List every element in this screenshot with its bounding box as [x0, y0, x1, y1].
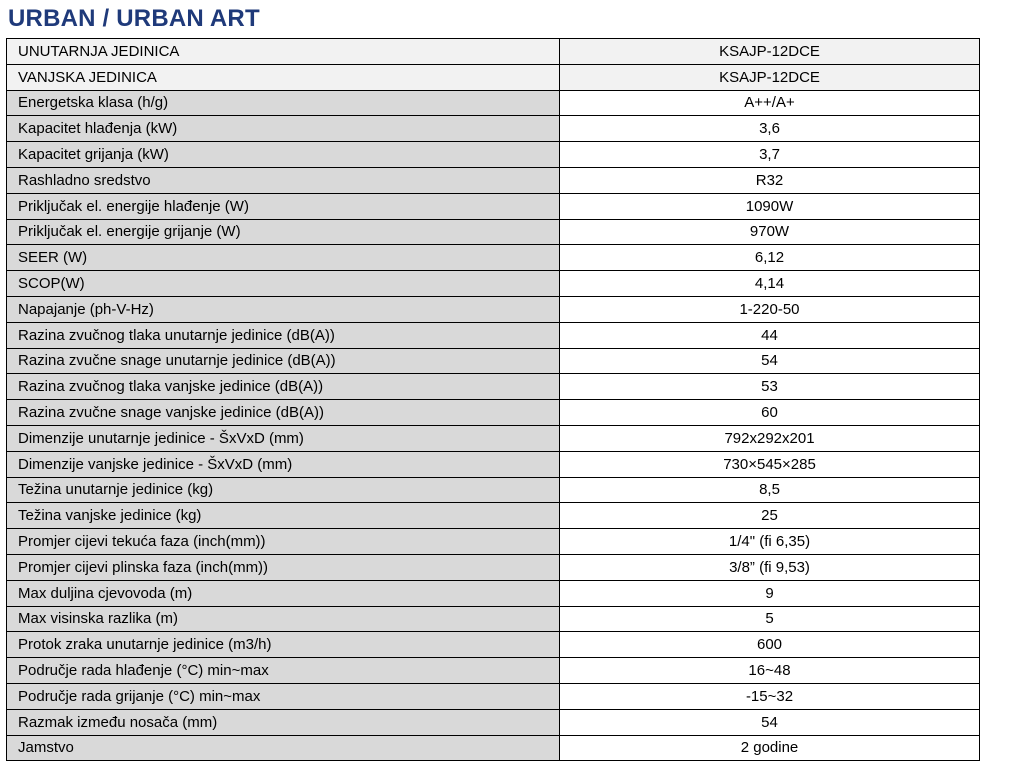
row-label: Max visinska razlika (m)	[7, 606, 560, 632]
table-row	[7, 580, 980, 606]
table-row	[7, 658, 980, 684]
row-value: 4,14	[560, 271, 980, 297]
row-label: Razina zvučnog tlaka unutarnje jedinice (dB(A))	[7, 322, 560, 348]
table-row-indoor-unit	[7, 39, 980, 65]
table-row	[7, 400, 980, 426]
page-title: URBAN / URBAN ART	[8, 5, 260, 32]
table-row	[7, 142, 980, 168]
specifications-table-body	[7, 39, 980, 761]
row-value: -15~32	[560, 683, 980, 709]
row-label: SCOP(W)	[7, 271, 560, 297]
table-row	[7, 193, 980, 219]
table-row	[7, 271, 980, 297]
row-value: 8,5	[560, 477, 980, 503]
row-value: 60	[560, 400, 980, 426]
row-value: 5	[560, 606, 980, 632]
row-value: 54	[560, 348, 980, 374]
table-row	[7, 374, 980, 400]
row-label: Kapacitet grijanja (kW)	[7, 142, 560, 168]
row-value: 9	[560, 580, 980, 606]
table-row	[7, 632, 980, 658]
row-value: 54	[560, 709, 980, 735]
table-row	[7, 683, 980, 709]
row-label: Priključak el. energije grijanje (W)	[7, 219, 560, 245]
table-row	[7, 425, 980, 451]
specifications-table	[6, 38, 980, 761]
row-value: 600	[560, 632, 980, 658]
table-row	[7, 451, 980, 477]
table-row	[7, 296, 980, 322]
row-value: A++/A+	[560, 90, 980, 116]
row-value: 25	[560, 503, 980, 529]
table-row	[7, 90, 980, 116]
row-label: Napajanje (ph-V-Hz)	[7, 296, 560, 322]
row-label: Razina zvučnog tlaka vanjske jedinice (dB(A))	[7, 374, 560, 400]
row-label: Područje rada grijanje (°C) min~max	[7, 683, 560, 709]
row-label: Dimenzije unutarnje jedinice - ŠxVxD (mm)	[7, 425, 560, 451]
table-row	[7, 709, 980, 735]
table-row	[7, 735, 980, 761]
table-row	[7, 529, 980, 555]
row-value: 1/4" (fi 6,35)	[560, 529, 980, 555]
row-value: 2 godine	[560, 735, 980, 761]
table-row	[7, 219, 980, 245]
table-row	[7, 245, 980, 271]
row-label: Dimenzije vanjske jedinice - ŠxVxD (mm)	[7, 451, 560, 477]
row-label: UNUTARNJA JEDINICA	[7, 39, 560, 65]
table-row-outdoor-unit	[7, 64, 980, 90]
row-label: Težina vanjske jedinice (kg)	[7, 503, 560, 529]
row-label: Razina zvučne snage unutarnje jedinice (dB(A))	[7, 348, 560, 374]
row-value: 3/8” (fi 9,53)	[560, 554, 980, 580]
table-row	[7, 322, 980, 348]
row-value: 1-220-50	[560, 296, 980, 322]
row-label: Rashladno sredstvo	[7, 167, 560, 193]
row-value: R32	[560, 167, 980, 193]
table-row	[7, 116, 980, 142]
row-value: 53	[560, 374, 980, 400]
row-value: 970W	[560, 219, 980, 245]
row-label: Jamstvo	[7, 735, 560, 761]
row-label: Max duljina cjevovoda (m)	[7, 580, 560, 606]
row-label: Područje rada hlađenje (°C) min~max	[7, 658, 560, 684]
row-value: KSAJP-12DCE	[560, 39, 980, 65]
row-value: KSAJP-12DCE	[560, 64, 980, 90]
row-value: 3,6	[560, 116, 980, 142]
row-value: 44	[560, 322, 980, 348]
row-value: 730×545×285	[560, 451, 980, 477]
table-row	[7, 348, 980, 374]
row-value: 1090W	[560, 193, 980, 219]
row-label: Kapacitet hlađenja (kW)	[7, 116, 560, 142]
row-value: 3,7	[560, 142, 980, 168]
row-label: Promjer cijevi tekuća faza (inch(mm))	[7, 529, 560, 555]
row-label: Težina unutarnje jedinice (kg)	[7, 477, 560, 503]
table-row	[7, 554, 980, 580]
row-label: Energetska klasa (h/g)	[7, 90, 560, 116]
table-row	[7, 503, 980, 529]
row-label: SEER (W)	[7, 245, 560, 271]
row-label: Razmak između nosača (mm)	[7, 709, 560, 735]
row-label: Priključak el. energije hlađenje (W)	[7, 193, 560, 219]
row-value: 16~48	[560, 658, 980, 684]
row-label: Protok zraka unutarnje jedinice (m3/h)	[7, 632, 560, 658]
row-value: 792x292x201	[560, 425, 980, 451]
row-label: Promjer cijevi plinska faza (inch(mm))	[7, 554, 560, 580]
row-value: 6,12	[560, 245, 980, 271]
table-row	[7, 477, 980, 503]
table-row	[7, 167, 980, 193]
table-row	[7, 606, 980, 632]
row-label: Razina zvučne snage vanjske jedinice (dB(A))	[7, 400, 560, 426]
row-label: VANJSKA JEDINICA	[7, 64, 560, 90]
